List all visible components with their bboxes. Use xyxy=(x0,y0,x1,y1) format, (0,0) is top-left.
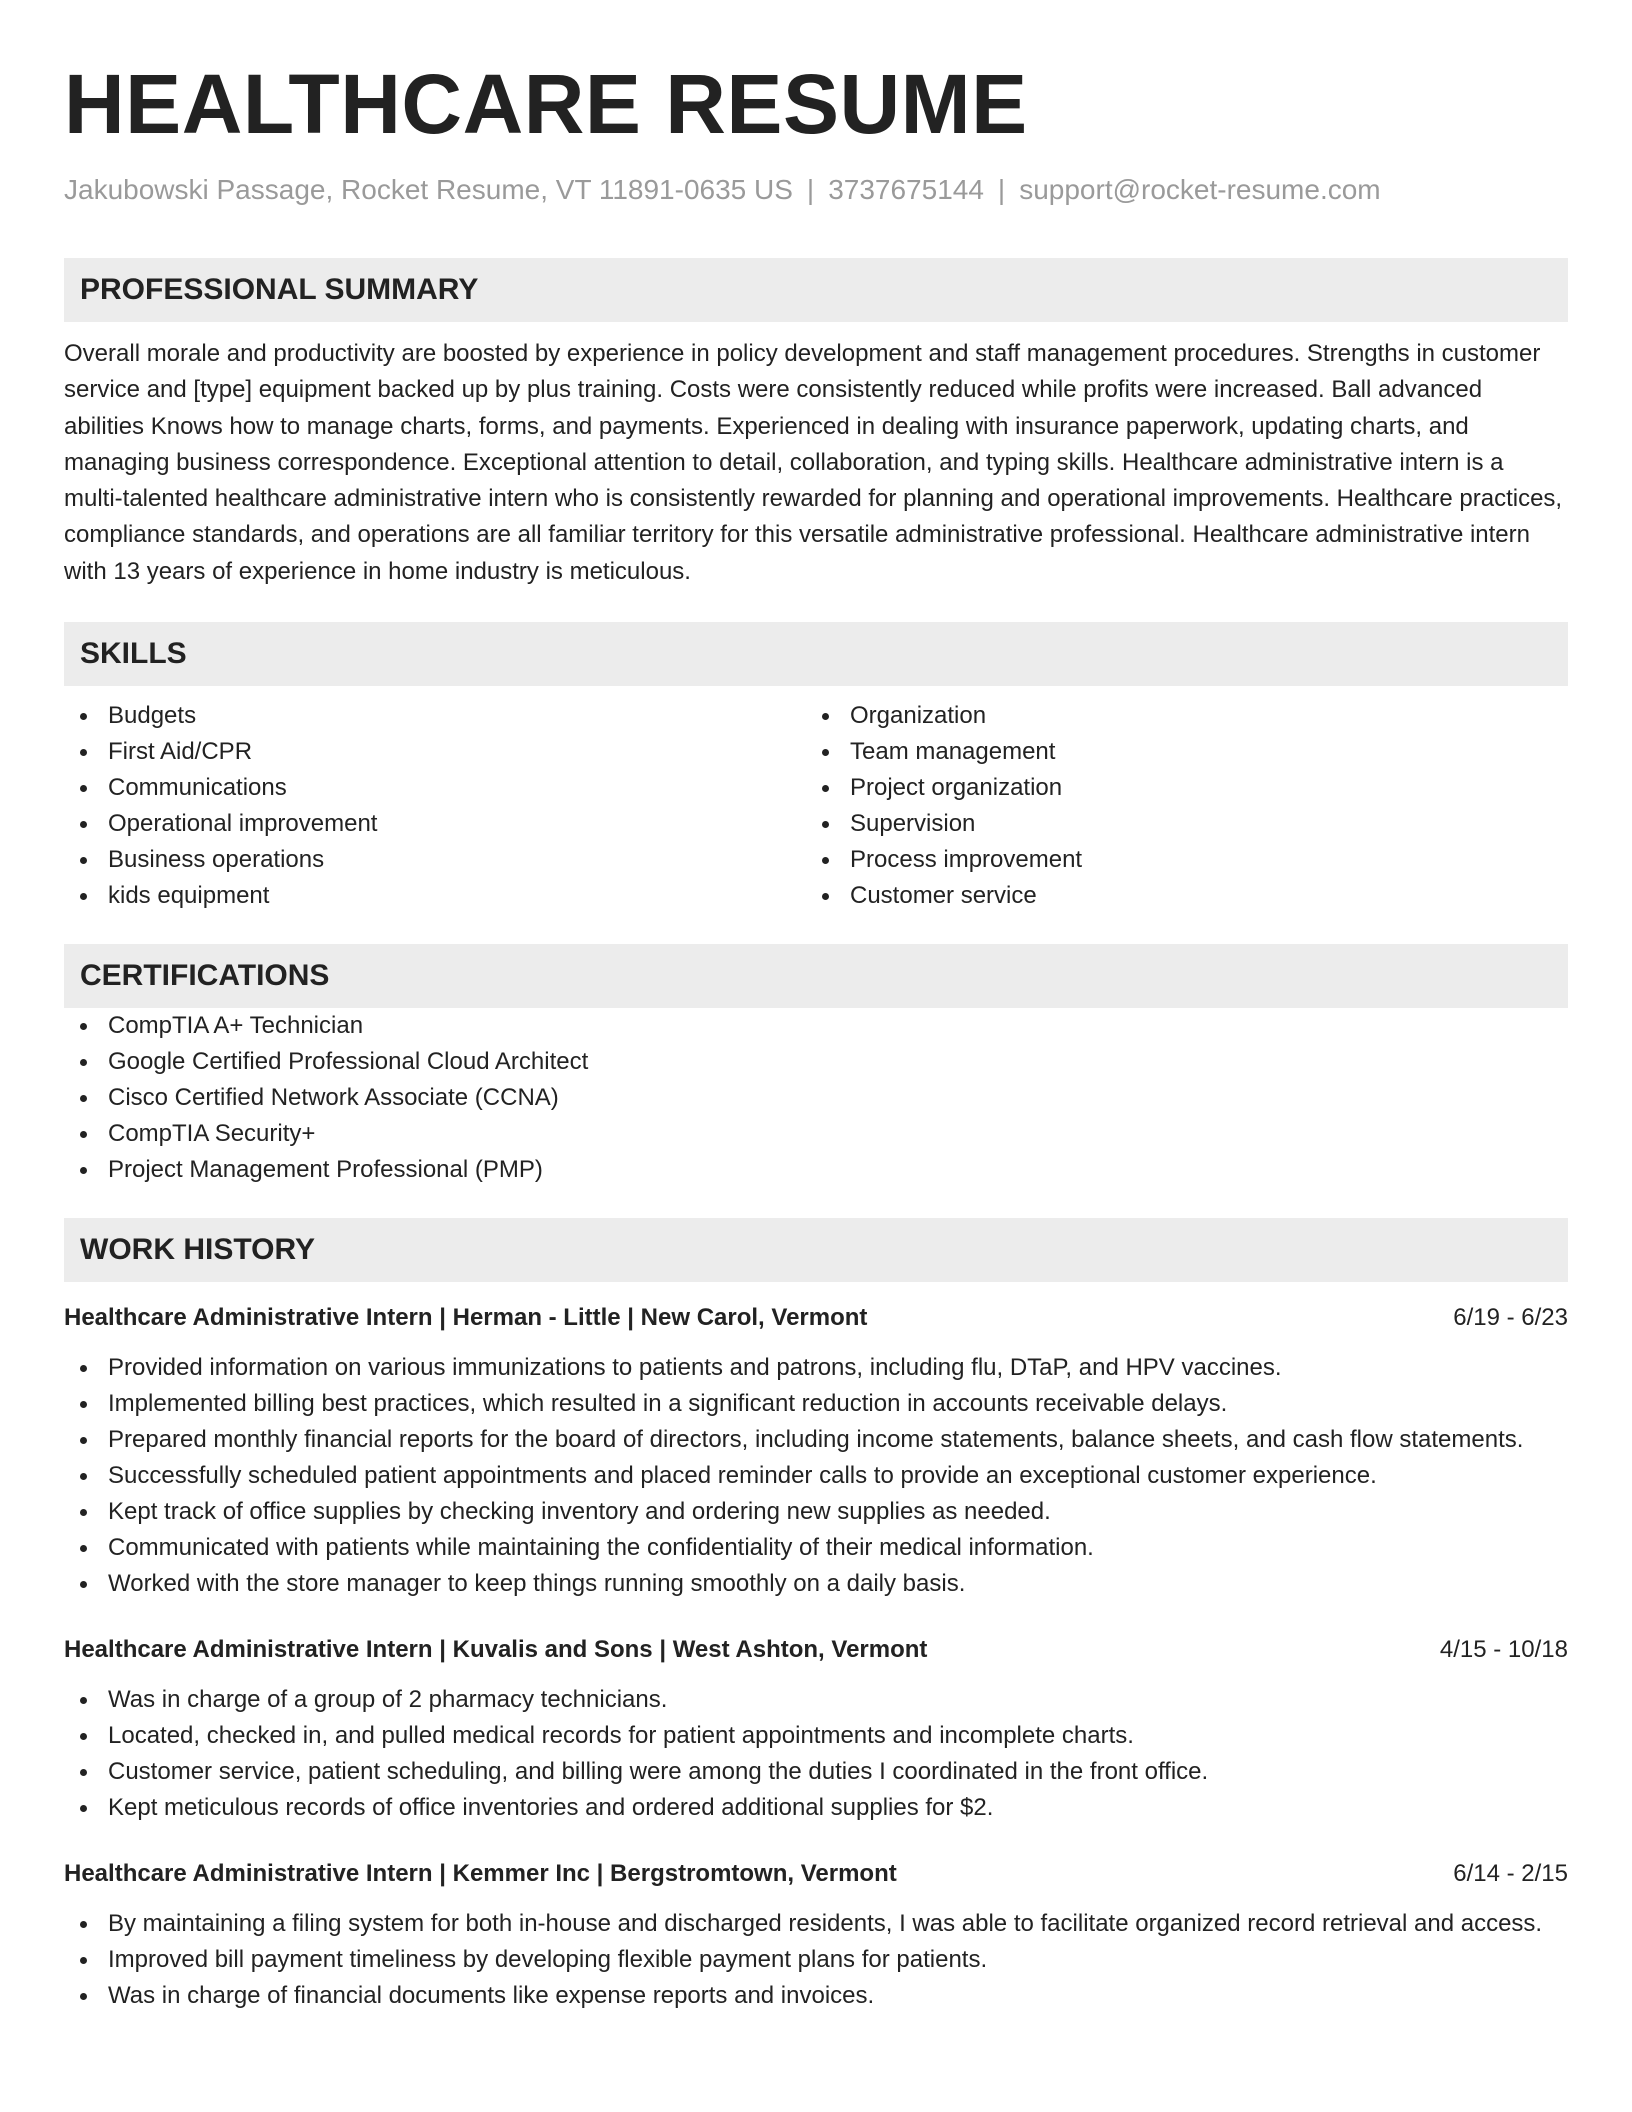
skill-item: First Aid/CPR xyxy=(64,734,806,770)
skill-item: Project organization xyxy=(806,770,1548,806)
job-bullet: Successfully scheduled patient appointments and placed reminder calls to provide an exceptional customer experience. xyxy=(64,1458,1568,1494)
contact-line xyxy=(64,172,1568,208)
job-header xyxy=(64,1856,1568,1892)
skill-item: Budgets xyxy=(64,698,806,734)
job-bullet: Customer service, patient scheduling, and billing were among the duties I coordinated in the front office. xyxy=(64,1754,1568,1790)
work-history-heading: WORK HISTORY xyxy=(64,1218,1568,1282)
contact-separator: | xyxy=(806,174,815,205)
job-header xyxy=(64,1300,1568,1336)
job-dates: 6/14 - 2/15 xyxy=(1453,1860,1568,1888)
job-bullet: Was in charge of financial documents like expense reports and invoices. xyxy=(64,1978,1568,2014)
job-bullet: Prepared monthly financial reports for the board of directors, including income statements, balance sheets, and cash flow statements. xyxy=(64,1422,1568,1458)
job-bullet: Communicated with patients while maintaining the confidentiality of their medical information. xyxy=(64,1530,1568,1566)
certification-item: Cisco Certified Network Associate (CCNA) xyxy=(64,1080,1568,1116)
skills-heading: SKILLS xyxy=(64,622,1568,686)
skills-columns xyxy=(64,698,1568,914)
job-entry xyxy=(64,1632,1568,1826)
job-bullet: Was in charge of a group of 2 pharmacy technicians. xyxy=(64,1682,1568,1718)
summary-heading: PROFESSIONAL SUMMARY xyxy=(64,258,1568,322)
skill-item: Supervision xyxy=(806,806,1548,842)
contact-address: Jakubowski Passage, Rocket Resume, VT 11891-0635 US xyxy=(64,174,793,205)
skill-item: Operational improvement xyxy=(64,806,806,842)
job-bullets xyxy=(64,1906,1568,2014)
job-dates: 4/15 - 10/18 xyxy=(1439,1636,1568,1664)
job-bullets xyxy=(64,1682,1568,1826)
job-title: Healthcare Administrative Intern | Kemmer Inc | Bergstromtown, Vermont xyxy=(64,1860,897,1888)
contact-separator: | xyxy=(997,174,1006,205)
contact-phone: 3737675144 xyxy=(828,174,984,205)
job-bullet: By maintaining a filing system for both in-house and discharged residents, I was able to facilitate organized record retrieval and access. xyxy=(64,1906,1568,1942)
certification-item: CompTIA A+ Technician xyxy=(64,1008,1568,1044)
job-bullet: Kept meticulous records of office inventories and ordered additional supplies for $2. xyxy=(64,1790,1568,1826)
certifications-heading: CERTIFICATIONS xyxy=(64,944,1568,1008)
job-entry xyxy=(64,1300,1568,1602)
skill-item: Process improvement xyxy=(806,842,1548,878)
contact-email: support@rocket-resume.com xyxy=(1019,174,1381,205)
job-header xyxy=(64,1632,1568,1668)
job-entry xyxy=(64,1856,1568,2014)
skill-item: Communications xyxy=(64,770,806,806)
skill-item: Business operations xyxy=(64,842,806,878)
resume-title: HEALTHCARE RESUME xyxy=(64,57,1028,151)
skills-list-right xyxy=(806,698,1548,914)
work-history-list xyxy=(64,1300,1568,2014)
job-bullet: Improved bill payment timeliness by developing flexible payment plans for patients. xyxy=(64,1942,1568,1978)
skill-item: kids equipment xyxy=(64,878,806,914)
certifications-list xyxy=(64,1008,1568,1188)
skill-item: Team management xyxy=(806,734,1548,770)
job-dates: 6/19 - 6/23 xyxy=(1453,1304,1568,1332)
job-bullet: Provided information on various immunizations to patients and patrons, including flu, DTaP, and HPV vaccines. xyxy=(64,1350,1568,1386)
certification-item: Google Certified Professional Cloud Architect xyxy=(64,1044,1568,1080)
job-bullet: Located, checked in, and pulled medical records for patient appointments and incomplete charts. xyxy=(64,1718,1568,1754)
certification-item: CompTIA Security+ xyxy=(64,1116,1568,1152)
skills-list-left xyxy=(64,698,806,914)
skill-item: Organization xyxy=(806,698,1548,734)
job-bullet: Implemented billing best practices, which resulted in a significant reduction in accounts receivable delays. xyxy=(64,1386,1568,1422)
job-title: Healthcare Administrative Intern | Kuvalis and Sons | West Ashton, Vermont xyxy=(64,1636,928,1664)
certification-item: Project Management Professional (PMP) xyxy=(64,1152,1568,1188)
summary-text: Overall morale and productivity are boosted by experience in policy development and staff management procedures. Strengths in customer service and [type] equipment backed up by plus training. Costs were consistently reduced while profits were increased. Ball advanced abilities Knows how to manage charts, forms, and payments. Experienced in dealing with insurance paperwork, updating charts, and managing business correspondence. Exceptional attention to detail, collaboration, and typing skills. Healthcare administrative intern is a multi-talented healthcare administrative intern who is consistently rewarded for planning and operational improvements. Healthcare practices, compliance standards, and operations are all familiar territory for this versatile administrative professional. Healthcare administrative intern with 13 years of experience in home industry is meticulous. xyxy=(64,340,1563,585)
job-bullets xyxy=(64,1350,1568,1602)
job-title: Healthcare Administrative Intern | Herman - Little | New Carol, Vermont xyxy=(64,1304,868,1332)
job-bullet: Kept track of office supplies by checking inventory and ordering new supplies as needed. xyxy=(64,1494,1568,1530)
skill-item: Customer service xyxy=(806,878,1548,914)
job-bullet: Worked with the store manager to keep things running smoothly on a daily basis. xyxy=(64,1566,1568,1602)
